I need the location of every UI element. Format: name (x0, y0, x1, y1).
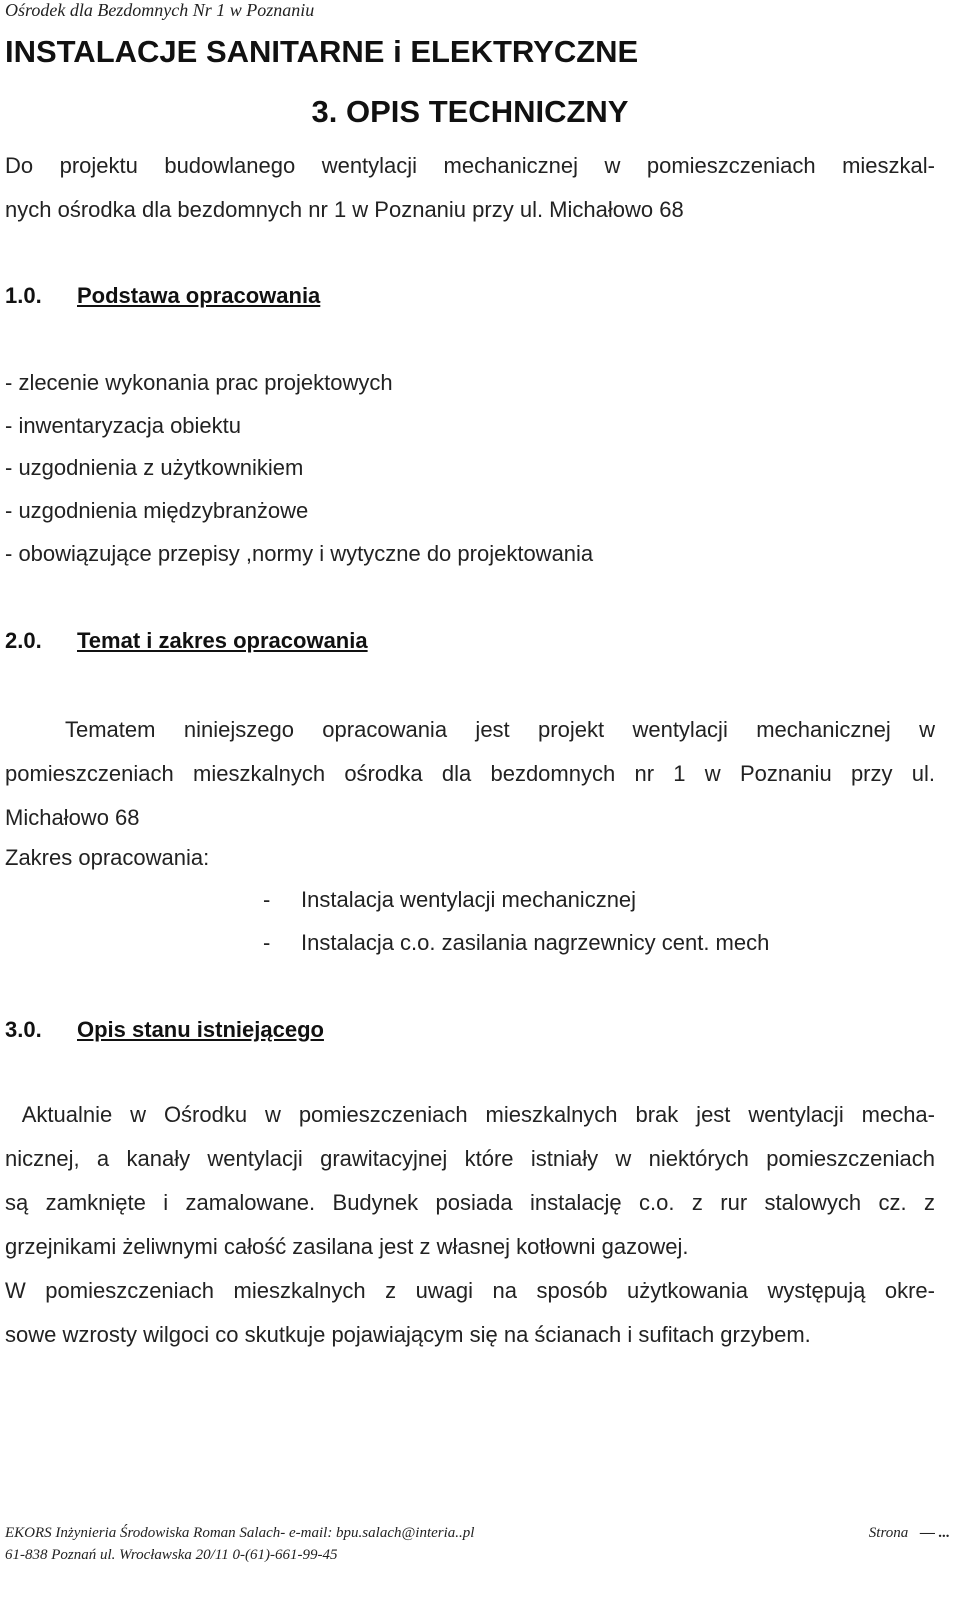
section-3-line: Aktualnie w Ośrodku w pomieszczeniach mieszkalnych brak jest wentylacji mecha- (5, 1102, 935, 1127)
section-3-line: grzejnikami żeliwnymi całość zasilana jest z własnej kotłowni gazowej. (5, 1234, 689, 1259)
section-2-line-2: pomieszczeniach mieszkalnych ośrodka dla bezdomnych nr 1 w Poznaniu przy ul. (5, 761, 935, 786)
running-header: Ośrodek dla Bezdomnych Nr 1 w Poznaniu (5, 0, 315, 20)
section-2-line-1: Tematem niniejszego opracowania jest projekt wentylacji mechanicznej w (65, 717, 935, 742)
intro-line-1: Do projektu budowlanego wentylacji mechanicznej w pomieszczeniach mieszkal- (5, 153, 935, 178)
section-3-line: nicznej, a kanały wentylacji grawitacyjnej które istniały w niektórych pomieszczeniach (5, 1146, 935, 1171)
intro-paragraph (5, 144, 935, 232)
footer-address: 61-838 Poznań ul. Wrocławska 20/11 0-(61)-661-99-45 (5, 1547, 338, 1563)
section-2-number: 2.0. (5, 628, 42, 653)
scope-label: Zakres opracowania: (5, 845, 210, 870)
section-1-heading (5, 283, 320, 309)
scope-item (263, 887, 636, 913)
section-3-line: sowe wzrosty wilgoci co skutkuje pojawiającym się na ścianach i sufitach grzybem. (5, 1322, 811, 1347)
section-1-item: - uzgodnienia z użytkownikiem (5, 455, 304, 480)
section-3-paragraph (5, 1093, 935, 1357)
intro-line-2: nych ośrodka dla bezdomnych nr 1 w Poznaniu przy ul. Michałowo 68 (5, 197, 684, 222)
section-3-line: są zamknięte i zamalowane. Budynek posiada instalację c.o. z rur stalowych cz. z (5, 1190, 935, 1215)
section-2-title: Temat i zakres opracowania (77, 628, 368, 653)
footer-page-label: Strona (868, 1525, 909, 1541)
footer-page (869, 1525, 950, 1542)
section-1-number: 1.0. (5, 283, 42, 308)
scope-dash: - (263, 930, 271, 955)
scope-item (263, 930, 769, 956)
footer-company: EKORS Inżynieria Środowiska Roman Salach- e-mail: bpu.salach@interia..pl (5, 1525, 475, 1541)
section-1-item: - inwentaryzacja obiektu (5, 413, 242, 438)
section-2-line-3: Michałowo 68 (5, 805, 140, 830)
section-3-title: Opis stanu istniejącego (77, 1017, 324, 1042)
section-3-heading (5, 1017, 324, 1043)
document-subtitle: 3. OPIS TECHNICZNY (311, 94, 629, 129)
section-3-number: 3.0. (5, 1017, 42, 1042)
section-1-item: - uzgodnienia międzybranżowe (5, 498, 309, 523)
section-1-title: Podstawa opracowania (77, 283, 321, 308)
section-3-line: W pomieszczeniach mieszkalnych z uwagi na sposób użytkowania występują okre- (5, 1278, 935, 1303)
section-2-heading (5, 628, 368, 654)
section-2-paragraph (5, 708, 935, 840)
document-title: INSTALACJE SANITARNE i ELEKTRYCZNE (5, 34, 639, 69)
scope-item-text: Instalacja wentylacji mechanicznej (301, 887, 637, 912)
section-1-item: - obowiązujące przepisy ,normy i wytyczne do projektowania (5, 541, 594, 566)
section-1-item: - zlecenie wykonania prac projektowych (5, 370, 393, 395)
footer-page-value: — ... (920, 1525, 950, 1541)
scope-item-text: Instalacja c.o. zasilania nagrzewnicy cent. mech (301, 930, 770, 955)
scope-dash: - (263, 887, 271, 912)
